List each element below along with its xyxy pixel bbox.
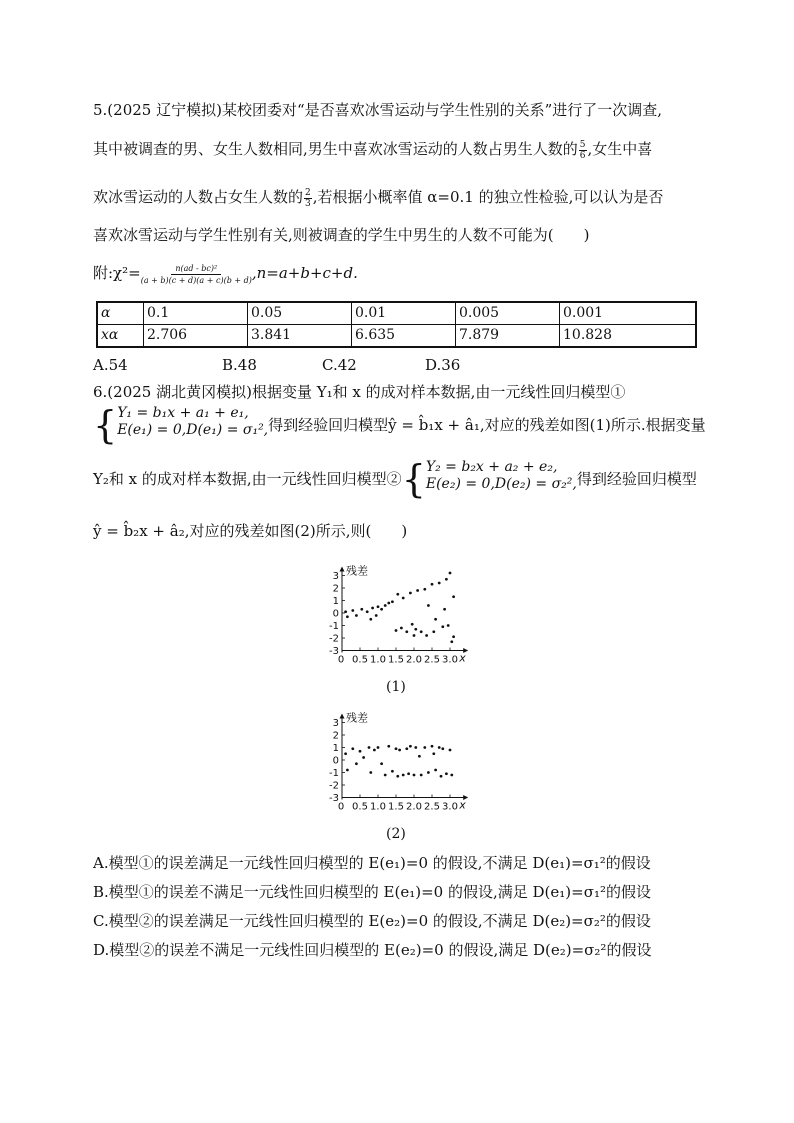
y-axis-arrow-icon — [340, 567, 345, 572]
data-point — [413, 774, 416, 777]
x-tick-label: 1.0 — [370, 801, 386, 813]
x-tick-label: 3.0 — [442, 654, 458, 666]
data-point — [416, 589, 419, 592]
data-point — [427, 604, 430, 607]
data-point — [441, 625, 444, 628]
data-point — [450, 774, 453, 777]
data-point — [407, 772, 410, 775]
data-point — [443, 608, 446, 611]
fraction-five-sixths: $\frac{5}{6}$ — [579, 139, 586, 161]
data-point — [409, 745, 412, 748]
y-axis-arrow-icon — [340, 714, 345, 719]
data-point — [445, 578, 448, 581]
data-point — [380, 762, 383, 765]
data-point — [452, 595, 455, 598]
data-point — [395, 629, 398, 632]
y-tick-label: -1 — [329, 768, 339, 779]
data-point — [391, 770, 394, 773]
x-tick-label: 1.5 — [388, 654, 404, 666]
data-point — [449, 572, 452, 575]
y-tick-label: 2 — [332, 730, 339, 742]
x-tick-label: 0 — [337, 801, 345, 813]
data-point — [346, 615, 349, 618]
data-point — [414, 628, 417, 631]
data-point — [396, 593, 399, 596]
data-point — [366, 610, 369, 613]
y-tick-label: 0 — [332, 755, 339, 767]
q5-option-d[interactable]: D.36 — [425, 356, 461, 374]
data-point — [402, 774, 405, 777]
x-tick-label: 3.0 — [442, 801, 458, 813]
data-point — [369, 618, 372, 621]
data-point — [369, 771, 372, 774]
y-tick-label: -2 — [329, 780, 339, 792]
q6-option-b[interactable]: B.模型①的误差不满足一元线性回归模型的 E(e₁)=0 的假设,满足 D(e₁)=σ₁²的假设 — [93, 883, 651, 901]
q5-option-a[interactable]: A.54 — [93, 356, 128, 374]
chi-square-formula: 附:χ²= $\frac{\text{n(ad - bc)²}}{(a + b)(c + d)(a + c)(b + d)}$ ,n=a+b+c+d. — [93, 263, 358, 285]
q5-option-b[interactable]: B.48 — [222, 356, 257, 374]
data-point — [375, 614, 378, 617]
y-tick-label: -3 — [329, 646, 339, 657]
data-point — [425, 634, 428, 637]
data-point — [359, 750, 362, 753]
data-point — [405, 630, 408, 633]
q5-option-c[interactable]: C.42 — [322, 356, 357, 374]
figure-1-caption: (1) — [386, 679, 406, 695]
data-point — [377, 746, 380, 749]
data-point — [441, 747, 444, 750]
q6-line-1: 6.(2025 湖北黄冈模拟)根据变量 Y₁和 x 的成对样本数据,由一元线性回归模型① — [93, 383, 626, 401]
data-point — [355, 614, 358, 617]
q6-line-3: Y₂和 x 的成对样本数据,由一元线性回归模型②{Y₂ = b₂x + a₂ + e₂, E(e₂) = 0,D(e₂) = σ₂²,得到经验回归模型 — [93, 457, 697, 501]
q6-line-2: {Y₁ = b₁x + a₁ + e₁, E(e₁) = 0,D(e₁) = σ₁²,得到经验回归模型ŷ = b̂₁x + â₁,对应的残差如图(1)所示.根据变量 — [93, 403, 706, 447]
x-tick-label: 0.5 — [352, 801, 368, 813]
data-point — [447, 624, 450, 627]
data-point — [344, 610, 347, 613]
data-point — [427, 771, 430, 774]
y-tick-label: 1 — [332, 596, 339, 607]
data-point — [377, 605, 380, 608]
data-point — [434, 769, 437, 772]
data-point — [431, 745, 434, 748]
y-tick-label: -1 — [329, 621, 339, 632]
data-point — [360, 608, 363, 611]
x-tick-label: 1.5 — [388, 801, 404, 813]
x-tick-label: 2.0 — [406, 654, 422, 666]
data-point — [384, 604, 387, 607]
y-tick-label: 0 — [332, 608, 339, 620]
data-point — [351, 609, 354, 612]
data-point — [411, 623, 414, 626]
x-tick-label: 2.5 — [424, 654, 440, 666]
table-row: α 0.1 0.05 0.01 0.005 0.001 — [97, 302, 696, 325]
data-point — [371, 607, 374, 610]
y-axis-label: 残差 — [346, 564, 368, 578]
data-point — [418, 755, 421, 758]
y-tick-label: 2 — [332, 583, 339, 595]
data-point — [400, 627, 403, 630]
data-point — [409, 592, 412, 595]
data-point — [368, 746, 371, 749]
y-tick-label: -2 — [329, 633, 339, 645]
y-tick-label: 3 — [332, 718, 339, 729]
data-point — [346, 769, 349, 772]
x-axis-label: x — [459, 651, 466, 665]
data-point — [431, 583, 434, 586]
data-point — [391, 600, 394, 603]
table-row: xα 2.706 3.841 6.635 7.879 10.828 — [97, 325, 696, 348]
data-point — [355, 762, 358, 765]
data-point — [398, 749, 401, 752]
data-point — [449, 749, 452, 752]
data-point — [387, 745, 390, 748]
data-point — [395, 747, 398, 750]
data-point — [402, 597, 405, 600]
data-point — [396, 775, 399, 778]
q6-option-a[interactable]: A.模型①的误差满足一元线性回归模型的 E(e₁)=0 的假设,不满足 D(e₁)=σ₁²的假设 — [93, 854, 651, 872]
data-point — [362, 756, 365, 759]
critical-value-table — [96, 301, 697, 348]
data-point — [373, 749, 376, 752]
x-tick-label: 1.0 — [370, 654, 386, 666]
q5-line-1: 5.(2025 辽宁模拟)某校团委对“是否喜欢冰雪运动与学生性别的关系”进行了一次调查, — [93, 101, 663, 119]
figure-2-caption: (2) — [386, 826, 406, 842]
data-point — [380, 608, 383, 611]
data-point — [423, 588, 426, 591]
q6-option-d[interactable]: D.模型②的误差不满足一元线性回归模型的 E(e₂)=0 的假设,满足 D(e₂)=σ₂²的假设 — [93, 941, 652, 959]
x-tick-label: 2.0 — [406, 801, 422, 813]
y-axis-label: 残差 — [346, 711, 368, 725]
x-tick-label: 0 — [337, 654, 345, 666]
data-point — [452, 635, 455, 638]
y-tick-label: 1 — [332, 743, 339, 754]
fraction-two-thirds: $\frac{2}{3}$ — [305, 187, 311, 209]
residual-plot-1 — [318, 555, 478, 670]
data-point — [344, 752, 347, 755]
data-point — [445, 772, 448, 775]
data-point — [384, 774, 387, 777]
q6-line-4: ŷ = b̂₂x + â₂,对应的残差如图(2)所示,则( ) — [93, 522, 408, 540]
q5-line-3: 欢冰雪运动的人数占女生人数的 $\frac{2}{3}$ ,若根据小概率值 α=0.1 的独立性检验,可以认为是否 — [93, 187, 664, 209]
data-point — [432, 752, 435, 755]
data-point — [423, 746, 426, 749]
q6-option-c[interactable]: C.模型②的误差满足一元线性回归模型的 E(e₂)=0 的假设,不满足 D(e₂)=σ₂²的假设 — [93, 912, 651, 930]
data-point — [438, 746, 441, 749]
data-point — [351, 747, 354, 750]
data-point — [420, 774, 423, 777]
x-tick-label: 2.5 — [424, 801, 440, 813]
data-point — [438, 582, 441, 585]
data-point — [440, 775, 443, 778]
residual-plot-2 — [318, 702, 478, 817]
data-point — [420, 630, 423, 633]
model-2-system: Y₂ = b₂x + a₂ + e₂, E(e₂) = 0,D(e₂) = σ₂², — [425, 459, 577, 492]
x-tick-label: 0.5 — [352, 654, 368, 666]
data-point — [432, 630, 435, 633]
data-point — [450, 640, 453, 643]
y-tick-label: -3 — [329, 793, 339, 804]
x-axis-label: x — [459, 798, 466, 812]
data-point — [434, 618, 437, 621]
data-point — [414, 746, 417, 749]
data-point — [405, 747, 408, 750]
q5-line-2: 其中被调查的男、女生人数相同,男生中喜欢冰雪运动的人数占男生人数的 $\frac{5}{6}$ ,女生中喜 — [93, 139, 653, 161]
q5-line-4: 喜欢冰雪运动与学生性别有关,则被调查的学生中男生的人数不可能为( ) — [93, 226, 590, 244]
y-tick-label: 3 — [332, 571, 339, 582]
model-1-system: Y₁ = b₁x + a₁ + e₁, E(e₁) = 0,D(e₁) = σ₁², — [117, 405, 269, 438]
data-point — [387, 602, 390, 605]
data-point — [413, 634, 416, 637]
